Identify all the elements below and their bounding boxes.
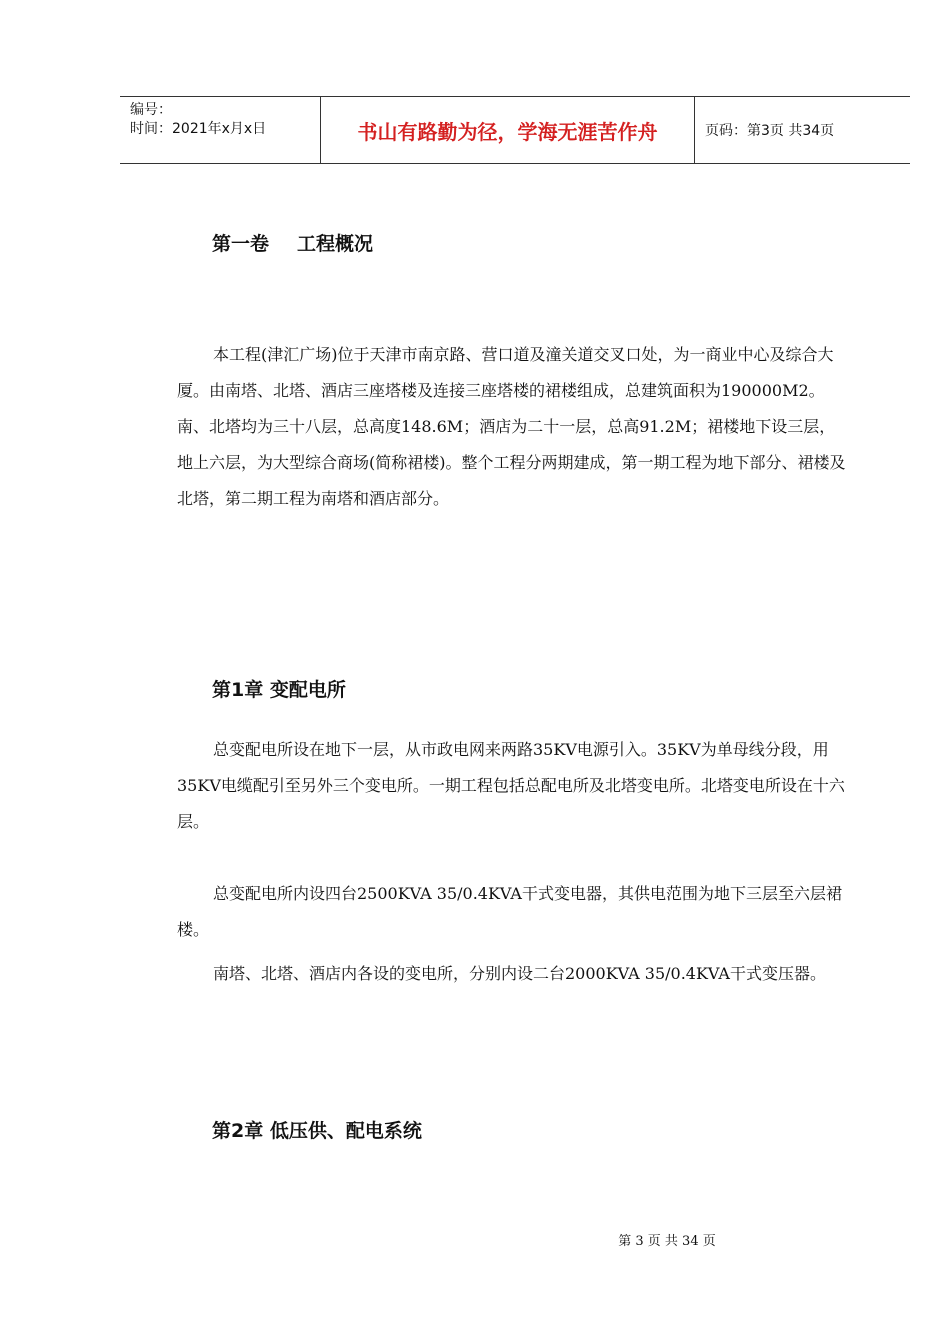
- header-table: [120, 96, 910, 164]
- header-motto-cell: [321, 97, 695, 163]
- page-info: 页码：第3页 共34页: [705, 123, 835, 139]
- number-label: 编号：: [130, 102, 172, 118]
- footer-page-text: 第 3 页 共 34 页: [618, 1234, 716, 1249]
- volume-title: 工程概况: [297, 233, 374, 255]
- chapter1-paragraph-1: 总变配电所设在地下一层，从市政电网来两路35KV电源引入。35KV为单母线分段，用35KV电缆配引至另外三个变电所。一期工程包括总配电所及北塔变电所。北塔变电所设在十六层。: [177, 740, 845, 831]
- volume-heading: [212, 229, 373, 256]
- motto-text: 书山有路勤为径，学海无涯苦作舟: [357, 119, 658, 144]
- chapter1-paragraph-2: 总变配电所内设四台2500KVA 35/0.4KVA干式变电器，其供电范围为地下三层至六层裙楼。: [177, 884, 842, 939]
- header-meta-cell: [120, 97, 321, 163]
- volume-label: 第一卷: [212, 233, 270, 255]
- header-page-cell: [695, 97, 910, 163]
- chapter1-title: 第1章 变配电所: [212, 679, 346, 701]
- page-footer: [0, 1230, 950, 1249]
- chapter2-title: 第2章 低压供、配电系统: [212, 1120, 422, 1142]
- time-label: 时间：2021年x月x日: [130, 121, 267, 137]
- chapter1-paragraph-3: 南塔、北塔、酒店内各设的变电所，分别内设二台2000KVA 35/0.4KVA干式变压器。: [213, 964, 826, 983]
- intro-paragraph: 本工程(津汇广场)位于天津市南京路、营口道及潼关道交叉口处，为一商业中心及综合大厦。由南塔、北塔、酒店三座塔楼及连接三座塔楼的裙楼组成，总建筑面积为190000M2。南、北塔均为三十八层，总高度148.6M；酒店为二十一层，总高91.2M；裙楼地下设三层，地上六层，为大型综合商场(简称裙楼)。整个工程分两期建成，第一期工程为地下部分、裙楼及北塔，第二期工程为南塔和酒店部分。: [177, 345, 846, 508]
